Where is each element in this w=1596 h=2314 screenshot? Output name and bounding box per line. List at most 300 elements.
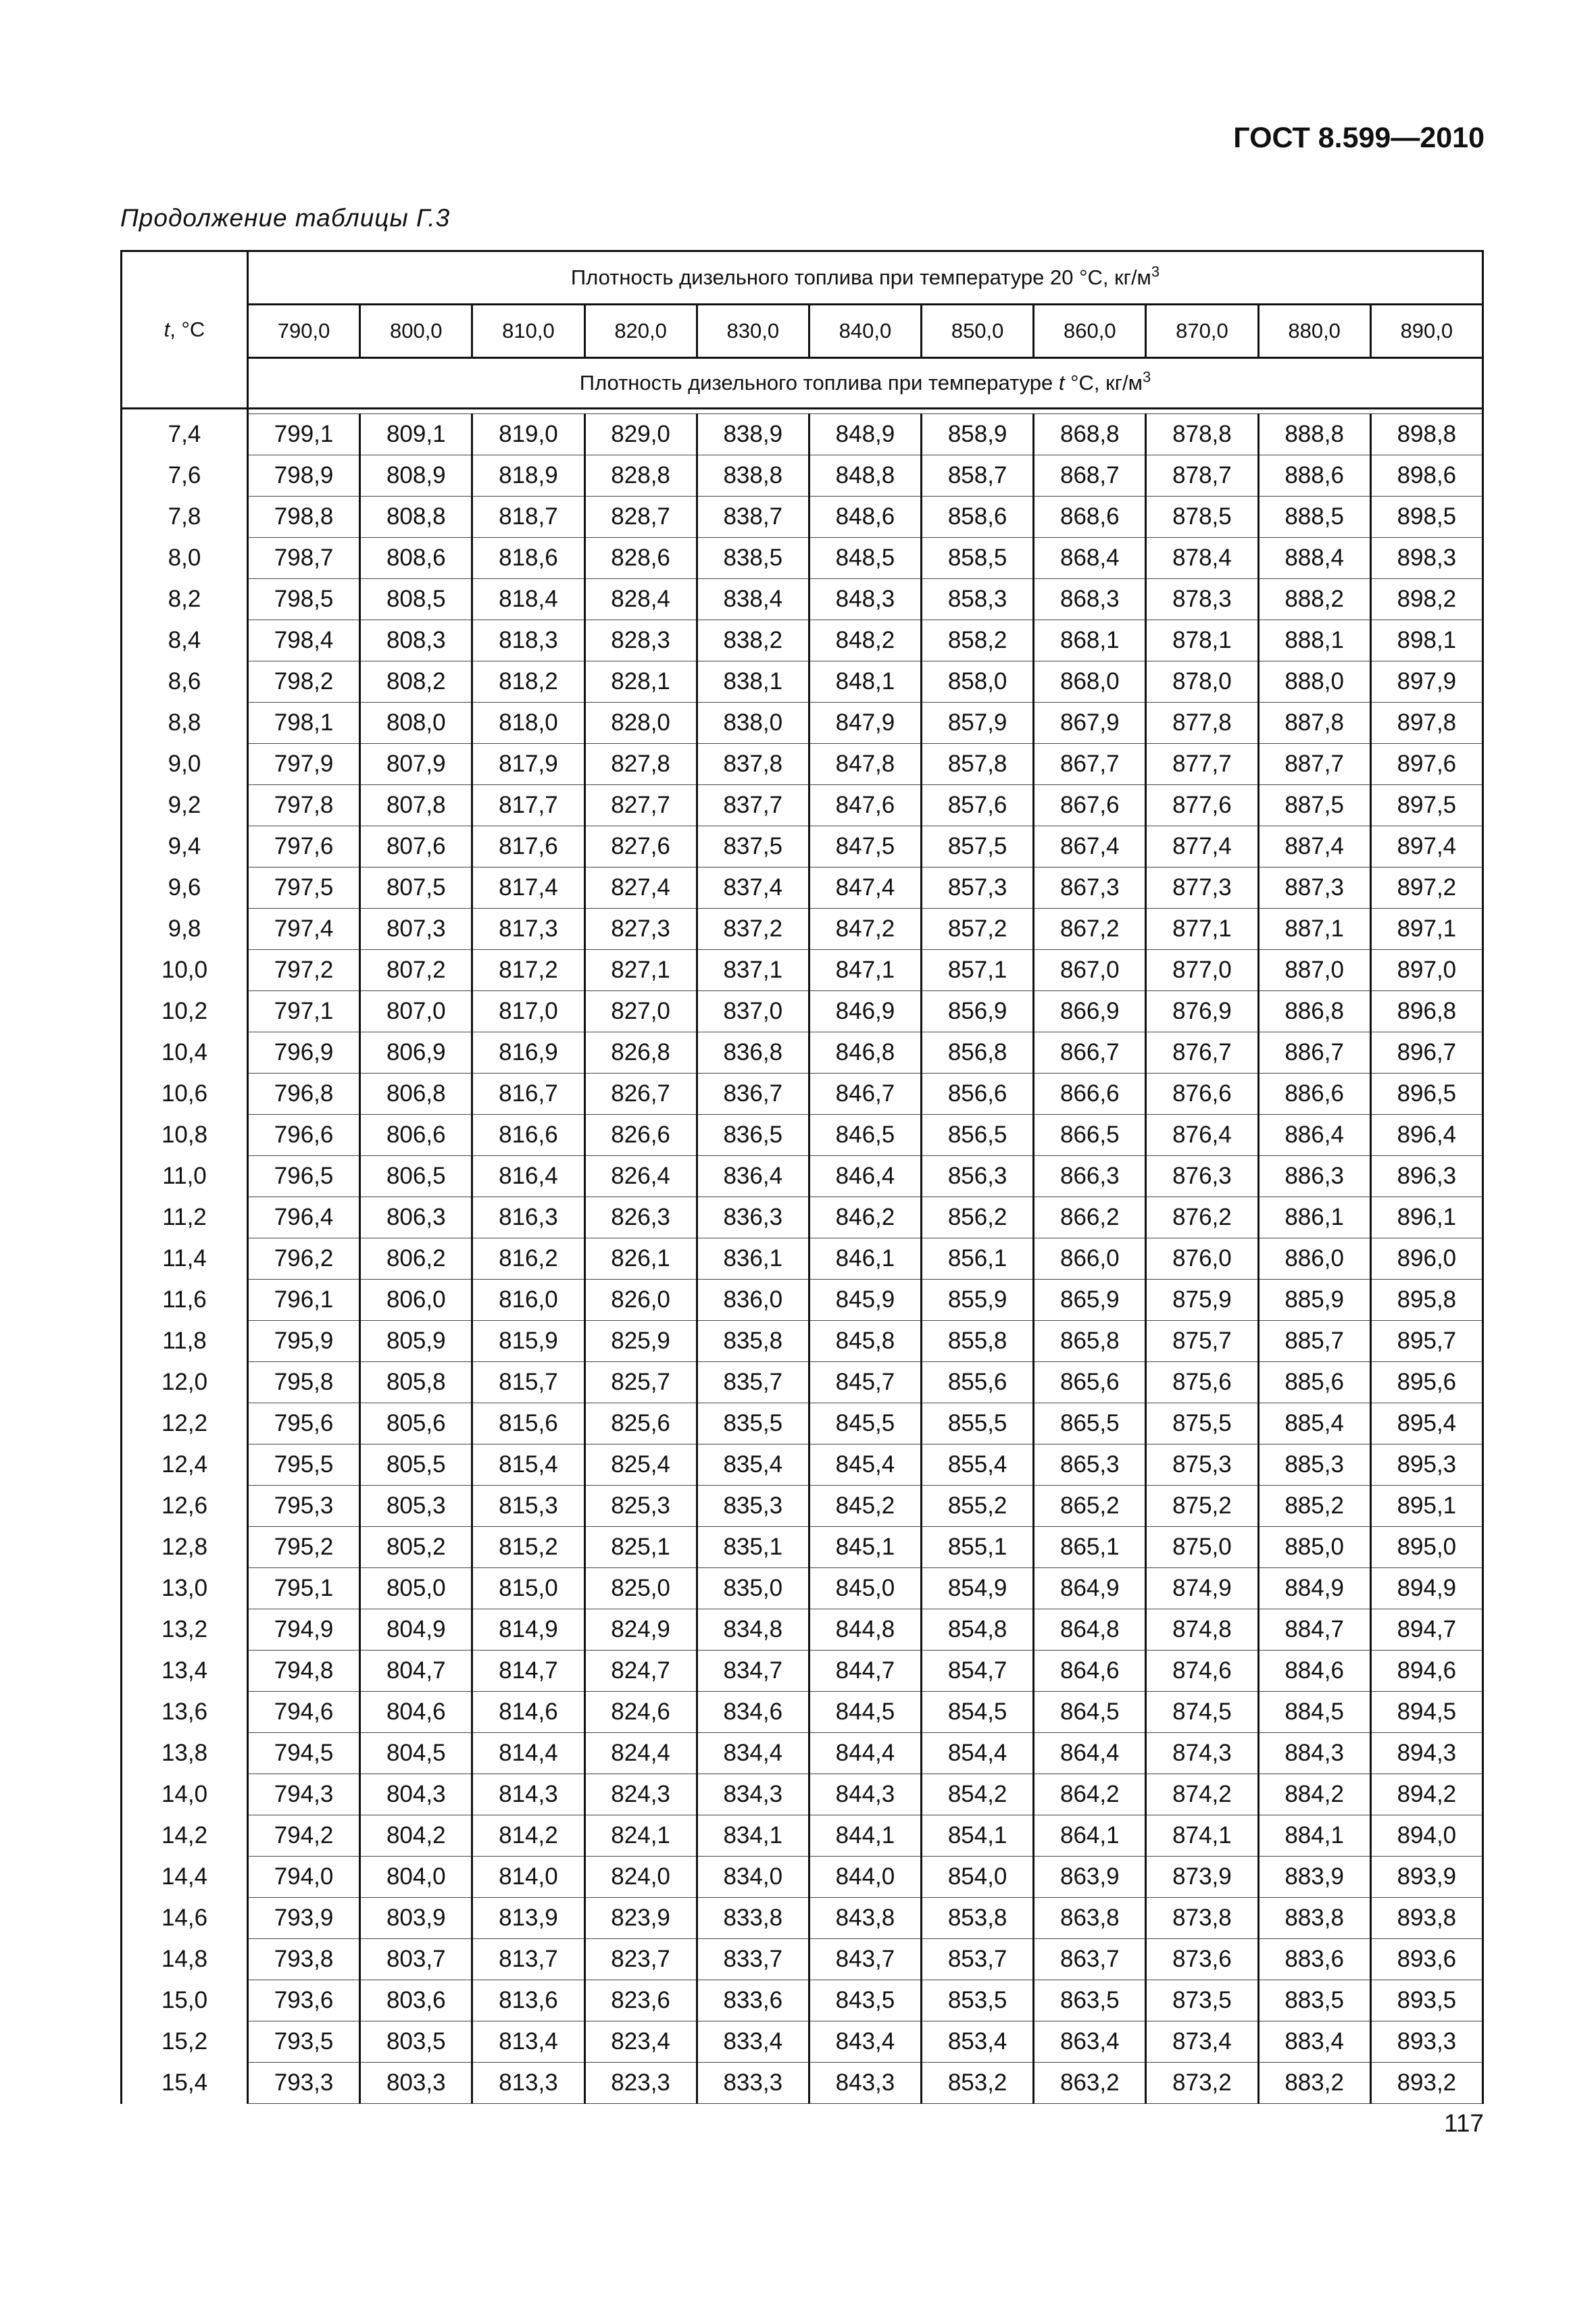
density-cell: 836,1 [697, 1238, 809, 1280]
table-row [122, 1156, 1483, 1197]
density-cell: 803,3 [360, 2063, 472, 2104]
density-cell: 829,0 [584, 414, 697, 455]
density-cell: 794,6 [248, 1692, 360, 1733]
density-cell: 827,0 [584, 991, 697, 1032]
temperature-cell: 13,8 [122, 1733, 248, 1774]
density-cell: 838,4 [697, 579, 809, 620]
density-cell: 857,9 [922, 703, 1034, 744]
density-cell: 816,7 [472, 1074, 584, 1115]
density-cell: 826,1 [584, 1238, 697, 1280]
density-cell: 858,6 [922, 497, 1034, 538]
density-cell: 888,8 [1258, 414, 1370, 455]
density-cell: 814,2 [472, 1815, 584, 1857]
density-column-header: 830,0 [697, 305, 809, 358]
density-cell: 806,5 [360, 1156, 472, 1197]
density-cell: 807,9 [360, 744, 472, 785]
density-cell: 864,1 [1034, 1815, 1146, 1857]
density-cell: 797,4 [248, 909, 360, 950]
density-cell: 878,7 [1146, 455, 1258, 497]
density-cell: 843,3 [809, 2063, 921, 2104]
density-column-header: 890,0 [1370, 305, 1482, 358]
density-cell: 898,6 [1370, 455, 1482, 497]
density-cell: 795,2 [248, 1527, 360, 1568]
table-row [122, 1074, 1483, 1115]
density-cell: 808,9 [360, 455, 472, 497]
density-cell: 887,3 [1258, 867, 1370, 909]
density-cell: 896,0 [1370, 1238, 1482, 1280]
density-cell: 818,0 [472, 703, 584, 744]
density-cell: 895,0 [1370, 1527, 1482, 1568]
density-cell: 796,8 [248, 1074, 360, 1115]
density-cell: 856,1 [922, 1238, 1034, 1280]
density-cell: 835,3 [697, 1486, 809, 1527]
table-row [122, 1444, 1483, 1486]
density-cell: 817,7 [472, 785, 584, 826]
density-cell: 795,1 [248, 1568, 360, 1609]
density-cell: 856,2 [922, 1197, 1034, 1238]
density-cell: 877,0 [1146, 950, 1258, 991]
density-cell: 847,5 [809, 826, 921, 867]
density-t-header-sup: 3 [1142, 368, 1151, 386]
density-cell: 886,7 [1258, 1032, 1370, 1074]
density-cell: 878,3 [1146, 579, 1258, 620]
density-cell: 796,4 [248, 1197, 360, 1238]
density-cell: 867,0 [1034, 950, 1146, 991]
density-cell: 828,8 [584, 455, 697, 497]
density-cell: 855,4 [922, 1444, 1034, 1486]
density-cell: 856,3 [922, 1156, 1034, 1197]
density-cell: 833,3 [697, 2063, 809, 2104]
density-cell: 814,4 [472, 1733, 584, 1774]
table-row [122, 1939, 1483, 1980]
density-cell: 847,2 [809, 909, 921, 950]
table-caption: Продолжение таблицы Г.3 [120, 204, 451, 232]
temperature-cell: 12,4 [122, 1444, 248, 1486]
density-cell: 813,7 [472, 1939, 584, 1980]
density-cell: 809,1 [360, 414, 472, 455]
density-cell: 873,2 [1146, 2063, 1258, 2104]
density-cell: 804,5 [360, 1733, 472, 1774]
density-cell: 875,3 [1146, 1444, 1258, 1486]
density-cell: 888,2 [1258, 579, 1370, 620]
density-cell: 838,8 [697, 455, 809, 497]
density-cell: 818,4 [472, 579, 584, 620]
density-cell: 895,6 [1370, 1362, 1482, 1403]
density-cell: 853,2 [922, 2063, 1034, 2104]
density-cell: 795,6 [248, 1403, 360, 1444]
density-cell: 796,1 [248, 1280, 360, 1321]
density-cell: 806,0 [360, 1280, 472, 1321]
density-cell: 867,9 [1034, 703, 1146, 744]
density-cell: 836,7 [697, 1074, 809, 1115]
density-cell: 897,8 [1370, 703, 1482, 744]
density-cell: 877,6 [1146, 785, 1258, 826]
density-cell: 795,3 [248, 1486, 360, 1527]
density-cell: 886,4 [1258, 1115, 1370, 1156]
density-cell: 888,1 [1258, 620, 1370, 661]
density-cell: 858,2 [922, 620, 1034, 661]
temperature-cell: 13,6 [122, 1692, 248, 1733]
table-row [122, 2021, 1483, 2063]
density-cell: 826,8 [584, 1032, 697, 1074]
density-cell: 854,9 [922, 1568, 1034, 1609]
density-t-header-prefix: Плотность дизельного топлива при температуре [579, 371, 1059, 395]
density-cell: 794,0 [248, 1857, 360, 1898]
density-cell: 865,1 [1034, 1527, 1146, 1568]
density-cell: 894,5 [1370, 1692, 1482, 1733]
density-cell: 808,6 [360, 538, 472, 579]
density-cell: 876,7 [1146, 1032, 1258, 1074]
density-cell: 885,6 [1258, 1362, 1370, 1403]
temperature-cell: 11,8 [122, 1321, 248, 1362]
density-20c-header-text: Плотность дизельного топлива при температуре 20 °С, кг/м [570, 266, 1151, 289]
density-cell: 843,5 [809, 1980, 921, 2021]
density-cell: 864,4 [1034, 1733, 1146, 1774]
table-row [122, 950, 1483, 991]
density-cell: 824,6 [584, 1692, 697, 1733]
density-cell: 868,6 [1034, 497, 1146, 538]
temperature-cell: 11,6 [122, 1280, 248, 1321]
density-cell: 837,8 [697, 744, 809, 785]
density-cell: 834,6 [697, 1692, 809, 1733]
density-cell: 863,8 [1034, 1898, 1146, 1939]
density-cell: 808,3 [360, 620, 472, 661]
density-cell: 884,1 [1258, 1815, 1370, 1857]
density-column-header: 870,0 [1146, 305, 1258, 358]
density-cell: 838,9 [697, 414, 809, 455]
density-cell: 798,7 [248, 538, 360, 579]
density-cell: 817,2 [472, 950, 584, 991]
temperature-cell: 15,0 [122, 1980, 248, 2021]
density-cell: 893,5 [1370, 1980, 1482, 2021]
density-cell: 798,8 [248, 497, 360, 538]
density-cell: 796,6 [248, 1115, 360, 1156]
temperature-column-header [122, 251, 248, 409]
density-cell: 813,4 [472, 2021, 584, 2063]
temperature-cell: 10,0 [122, 950, 248, 991]
density-cell: 896,7 [1370, 1032, 1482, 1074]
density-cell: 856,9 [922, 991, 1034, 1032]
density-cell: 874,3 [1146, 1733, 1258, 1774]
density-cell: 838,5 [697, 538, 809, 579]
density-cell: 838,7 [697, 497, 809, 538]
density-cell: 824,4 [584, 1733, 697, 1774]
density-cell: 805,6 [360, 1403, 472, 1444]
density-cell: 863,5 [1034, 1980, 1146, 2021]
density-cell: 817,9 [472, 744, 584, 785]
table-row [122, 1527, 1483, 1568]
density-cell: 823,7 [584, 1939, 697, 1980]
density-cell: 837,1 [697, 950, 809, 991]
density-cell: 797,9 [248, 744, 360, 785]
density-cell: 888,5 [1258, 497, 1370, 538]
density-cell: 865,3 [1034, 1444, 1146, 1486]
density-cell: 897,9 [1370, 661, 1482, 703]
density-cell: 877,7 [1146, 744, 1258, 785]
temperature-cell: 14,8 [122, 1939, 248, 1980]
density-cell: 863,7 [1034, 1939, 1146, 1980]
table-row [122, 1032, 1483, 1074]
density-cell: 835,8 [697, 1321, 809, 1362]
density-cell: 816,9 [472, 1032, 584, 1074]
density-cell: 866,9 [1034, 991, 1146, 1032]
density-cell: 877,3 [1146, 867, 1258, 909]
table-row [122, 414, 1483, 455]
density-cell: 824,7 [584, 1651, 697, 1692]
density-cell: 816,3 [472, 1197, 584, 1238]
density-cell: 797,2 [248, 950, 360, 991]
density-cell: 805,8 [360, 1362, 472, 1403]
density-cell: 875,2 [1146, 1486, 1258, 1527]
table-row [122, 991, 1483, 1032]
density-cell: 876,0 [1146, 1238, 1258, 1280]
density-cell: 847,6 [809, 785, 921, 826]
table-row [122, 909, 1483, 950]
density-cell: 898,1 [1370, 620, 1482, 661]
density-cell: 883,9 [1258, 1857, 1370, 1898]
table-row [122, 1898, 1483, 1939]
density-cell: 857,5 [922, 826, 1034, 867]
temperature-cell: 8,4 [122, 620, 248, 661]
density-cell: 875,9 [1146, 1280, 1258, 1321]
density-cell: 893,8 [1370, 1898, 1482, 1939]
density-cell: 846,2 [809, 1197, 921, 1238]
table-row [122, 1280, 1483, 1321]
density-cell: 798,5 [248, 579, 360, 620]
density-cell: 844,7 [809, 1651, 921, 1692]
density-cell: 855,6 [922, 1362, 1034, 1403]
temperature-cell: 9,2 [122, 785, 248, 826]
density-cell: 845,9 [809, 1280, 921, 1321]
density-20c-header [248, 251, 1483, 305]
density-cell: 794,2 [248, 1815, 360, 1857]
density-cell: 834,8 [697, 1609, 809, 1651]
density-cell: 834,3 [697, 1774, 809, 1815]
density-cell: 808,8 [360, 497, 472, 538]
density-cell: 895,7 [1370, 1321, 1482, 1362]
temperature-cell: 14,4 [122, 1857, 248, 1898]
density-cell: 865,2 [1034, 1486, 1146, 1527]
density-cell: 848,6 [809, 497, 921, 538]
table-row [122, 1609, 1483, 1651]
density-cell: 794,9 [248, 1609, 360, 1651]
density-cell: 865,8 [1034, 1321, 1146, 1362]
table-row [122, 744, 1483, 785]
density-cell: 886,3 [1258, 1156, 1370, 1197]
table-row [122, 1321, 1483, 1362]
density-cell: 864,5 [1034, 1692, 1146, 1733]
density-cell: 894,6 [1370, 1651, 1482, 1692]
density-cell: 866,3 [1034, 1156, 1146, 1197]
density-cell: 833,8 [697, 1898, 809, 1939]
density-cell: 886,1 [1258, 1197, 1370, 1238]
density-cell: 815,9 [472, 1321, 584, 1362]
density-cell: 806,6 [360, 1115, 472, 1156]
density-column-header: 850,0 [922, 305, 1034, 358]
density-cell: 805,3 [360, 1486, 472, 1527]
density-cell: 797,8 [248, 785, 360, 826]
density-cell: 854,1 [922, 1815, 1034, 1857]
density-cell: 887,1 [1258, 909, 1370, 950]
density-20c-header-sup: 3 [1151, 263, 1160, 280]
table-row [122, 620, 1483, 661]
density-cell: 895,4 [1370, 1403, 1482, 1444]
density-cell: 896,4 [1370, 1115, 1482, 1156]
density-cell: 835,5 [697, 1403, 809, 1444]
density-cell: 886,6 [1258, 1074, 1370, 1115]
density-cell: 884,5 [1258, 1692, 1370, 1733]
density-cell: 897,6 [1370, 744, 1482, 785]
density-cell: 838,0 [697, 703, 809, 744]
density-cell: 884,2 [1258, 1774, 1370, 1815]
table-row [122, 826, 1483, 867]
density-cell: 803,9 [360, 1898, 472, 1939]
density-cell: 794,8 [248, 1651, 360, 1692]
density-cell: 894,2 [1370, 1774, 1482, 1815]
density-cell: 827,6 [584, 826, 697, 867]
density-cell: 854,8 [922, 1609, 1034, 1651]
density-cell: 845,1 [809, 1527, 921, 1568]
density-cell: 877,4 [1146, 826, 1258, 867]
density-cell: 824,9 [584, 1609, 697, 1651]
density-cell: 816,2 [472, 1238, 584, 1280]
temperature-cell: 9,0 [122, 744, 248, 785]
density-cell: 813,6 [472, 1980, 584, 2021]
density-cell: 795,9 [248, 1321, 360, 1362]
density-cell: 844,5 [809, 1692, 921, 1733]
density-t-header-suffix: °С, кг/м [1064, 371, 1143, 395]
density-cell: 823,9 [584, 1898, 697, 1939]
header-gap-cell [248, 409, 1483, 414]
temperature-cell: 7,6 [122, 455, 248, 497]
density-cell: 883,8 [1258, 1898, 1370, 1939]
density-cell: 825,6 [584, 1403, 697, 1444]
density-cell: 868,0 [1034, 661, 1146, 703]
density-cell: 893,6 [1370, 1939, 1482, 1980]
density-cell: 894,3 [1370, 1733, 1482, 1774]
density-cell: 835,1 [697, 1527, 809, 1568]
density-cell: 864,8 [1034, 1609, 1146, 1651]
density-cell: 804,2 [360, 1815, 472, 1857]
density-column-header: 840,0 [809, 305, 921, 358]
density-cell: 846,1 [809, 1238, 921, 1280]
density-cell: 835,4 [697, 1444, 809, 1486]
density-cell: 848,5 [809, 538, 921, 579]
temperature-cell: 12,2 [122, 1403, 248, 1444]
table-row [122, 1403, 1483, 1444]
header-gap-row [122, 409, 1483, 414]
density-cell: 847,1 [809, 950, 921, 991]
density-cell: 853,7 [922, 1939, 1034, 1980]
density-cell: 815,6 [472, 1403, 584, 1444]
density-cell: 835,7 [697, 1362, 809, 1403]
density-cell: 856,8 [922, 1032, 1034, 1074]
density-t-header [248, 358, 1483, 409]
table-row [122, 1568, 1483, 1609]
density-cell: 897,5 [1370, 785, 1482, 826]
density-cell: 843,7 [809, 1939, 921, 1980]
density-cell: 824,1 [584, 1815, 697, 1857]
density-cell: 793,9 [248, 1898, 360, 1939]
density-cell: 887,4 [1258, 826, 1370, 867]
density-cell: 874,8 [1146, 1609, 1258, 1651]
density-cell: 848,8 [809, 455, 921, 497]
density-cell: 853,5 [922, 1980, 1034, 2021]
table-row [122, 867, 1483, 909]
density-cell: 823,3 [584, 2063, 697, 2104]
density-cell: 816,6 [472, 1115, 584, 1156]
density-cell: 833,4 [697, 2021, 809, 2063]
density-cell: 845,8 [809, 1321, 921, 1362]
density-cell: 816,0 [472, 1280, 584, 1321]
density-cell: 864,6 [1034, 1651, 1146, 1692]
table-row [122, 1857, 1483, 1898]
density-cell: 873,6 [1146, 1939, 1258, 1980]
density-cell: 825,4 [584, 1444, 697, 1486]
density-cell: 873,8 [1146, 1898, 1258, 1939]
density-cell: 865,6 [1034, 1362, 1146, 1403]
density-cell: 857,8 [922, 744, 1034, 785]
density-cell: 876,6 [1146, 1074, 1258, 1115]
density-cell: 863,9 [1034, 1857, 1146, 1898]
density-cell: 866,7 [1034, 1032, 1146, 1074]
density-cell: 863,4 [1034, 2021, 1146, 2063]
density-cell: 877,1 [1146, 909, 1258, 950]
density-cell: 814,6 [472, 1692, 584, 1733]
density-cell: 808,5 [360, 579, 472, 620]
density-cell: 818,7 [472, 497, 584, 538]
density-cell: 836,0 [697, 1280, 809, 1321]
density-cell: 855,1 [922, 1527, 1034, 1568]
density-cell: 844,0 [809, 1857, 921, 1898]
density-cell: 834,4 [697, 1733, 809, 1774]
density-cell: 864,2 [1034, 1774, 1146, 1815]
density-table [120, 250, 1484, 2104]
temperature-cell: 11,4 [122, 1238, 248, 1280]
density-cell: 799,1 [248, 414, 360, 455]
density-cell: 826,7 [584, 1074, 697, 1115]
density-cell: 867,7 [1034, 744, 1146, 785]
density-cell: 876,3 [1146, 1156, 1258, 1197]
density-cell: 888,6 [1258, 455, 1370, 497]
density-cell: 793,5 [248, 2021, 360, 2063]
density-cell: 807,5 [360, 867, 472, 909]
temperature-cell: 14,6 [122, 1898, 248, 1939]
density-cell: 857,2 [922, 909, 1034, 950]
density-cell: 854,4 [922, 1733, 1034, 1774]
density-cell: 806,2 [360, 1238, 472, 1280]
density-cell: 844,4 [809, 1733, 921, 1774]
temperature-cell: 10,4 [122, 1032, 248, 1074]
temperature-unit: , °С [170, 318, 205, 341]
temperature-cell: 11,0 [122, 1156, 248, 1197]
density-cell: 815,0 [472, 1568, 584, 1609]
density-cell: 875,7 [1146, 1321, 1258, 1362]
temperature-cell: 8,0 [122, 538, 248, 579]
density-cell: 886,0 [1258, 1238, 1370, 1280]
density-cell: 798,4 [248, 620, 360, 661]
density-cell: 836,5 [697, 1115, 809, 1156]
density-cell: 887,8 [1258, 703, 1370, 744]
density-cell: 808,0 [360, 703, 472, 744]
density-cell: 794,3 [248, 1774, 360, 1815]
density-cell: 867,6 [1034, 785, 1146, 826]
density-cell: 887,7 [1258, 744, 1370, 785]
temperature-cell: 13,4 [122, 1651, 248, 1692]
density-cell: 868,8 [1034, 414, 1146, 455]
density-cell: 855,8 [922, 1321, 1034, 1362]
density-cell: 875,5 [1146, 1403, 1258, 1444]
